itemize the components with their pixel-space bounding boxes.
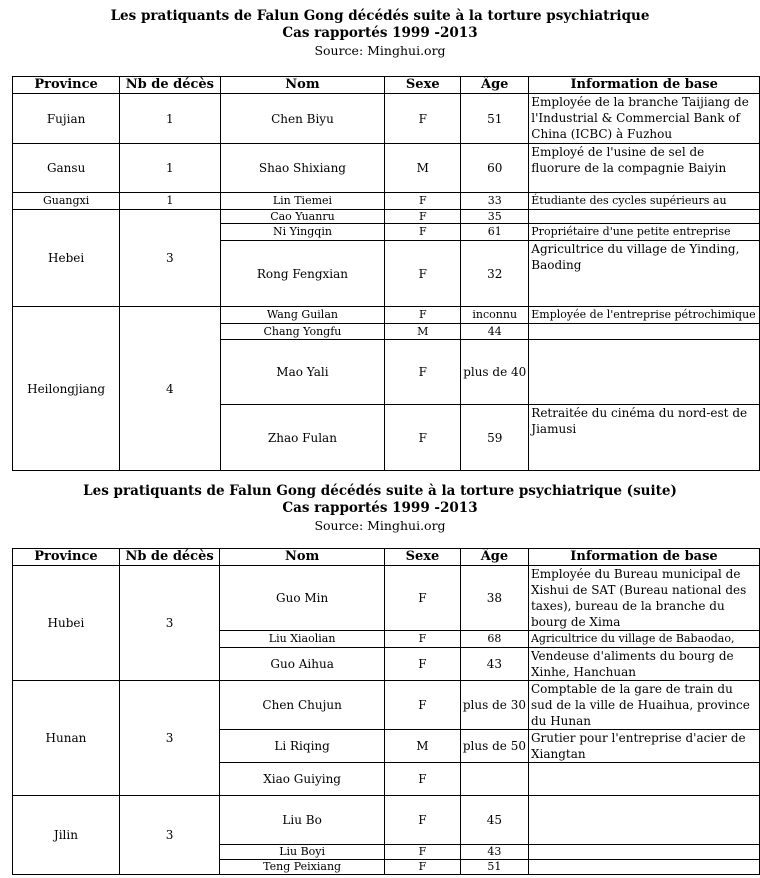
- sex-cell: F: [385, 224, 461, 241]
- heading-section-1: [0, 8, 760, 59]
- col-header-province: Province: [13, 549, 120, 566]
- deaths-cell: 3: [119, 796, 219, 875]
- province-cell: Hubei: [13, 566, 120, 681]
- sex-cell: F: [385, 340, 461, 405]
- name-cell: Lin Tiemei: [220, 193, 385, 210]
- name-cell: Guo Min: [220, 566, 385, 631]
- name-cell: Mao Yali: [220, 340, 385, 405]
- title-2: Les pratiquants de Falun Gong décédés suite à la torture psychiatrique (suite): [83, 483, 677, 499]
- table-2: [12, 548, 760, 875]
- age-cell: 43: [460, 648, 528, 681]
- age-cell: 45: [460, 796, 528, 845]
- province-cell: Hunan: [13, 681, 120, 796]
- age-cell: 32: [461, 241, 529, 307]
- age-cell: plus de 40: [461, 340, 529, 405]
- name-cell: Li Riqing: [220, 730, 385, 763]
- name-cell: Teng Peixiang: [220, 860, 385, 875]
- province-cell: Heilongjiang: [13, 307, 120, 471]
- info-cell: [528, 860, 759, 875]
- sex-cell: F: [385, 307, 461, 324]
- sex-cell: F: [385, 94, 461, 144]
- sex-cell: F: [384, 845, 460, 860]
- info-cell: Retraitée du cinéma du nord-est de Jiamusi: [529, 405, 760, 471]
- table-row: [13, 307, 760, 324]
- name-cell: Cao Yuanru: [220, 210, 385, 224]
- info-cell: Étudiante des cycles supérieurs au: [529, 193, 760, 210]
- name-cell: Chen Chujun: [220, 681, 385, 730]
- age-cell: plus de 30: [460, 681, 528, 730]
- info-cell: Propriétaire d'une petite entreprise: [529, 224, 760, 241]
- subtitle-1: Cas rapportés 1999 -2013: [282, 25, 478, 41]
- name-cell: Liu Boyi: [220, 845, 385, 860]
- sex-cell: M: [384, 730, 460, 763]
- info-cell: [528, 763, 759, 796]
- table-row: [13, 566, 760, 631]
- name-cell: Liu Xiaolian: [220, 631, 385, 648]
- name-cell: Guo Aihua: [220, 648, 385, 681]
- col-header-province: Province: [13, 77, 120, 94]
- sex-cell: F: [384, 681, 460, 730]
- col-header-age: Âge: [461, 77, 529, 94]
- info-cell: [529, 340, 760, 405]
- info-cell: Agricultrice du village de Yinding, Baoding: [529, 241, 760, 307]
- province-cell: Guangxi: [13, 193, 120, 210]
- info-cell: Grutier pour l'entreprise d'acier de Xiangtan: [528, 730, 759, 763]
- sex-cell: F: [385, 210, 461, 224]
- col-header-sex: Sexe: [385, 77, 461, 94]
- deaths-cell: 1: [120, 193, 220, 210]
- heading-section-2: [0, 483, 760, 534]
- table-row: [13, 94, 760, 144]
- deaths-cell: 3: [119, 681, 219, 796]
- age-cell: plus de 50: [460, 730, 528, 763]
- sex-cell: F: [385, 193, 461, 210]
- sex-cell: M: [385, 144, 461, 193]
- sex-cell: F: [384, 566, 460, 631]
- age-cell: 44: [461, 324, 529, 340]
- name-cell: Xiao Guiying: [220, 763, 385, 796]
- table-header-row: [13, 77, 760, 94]
- info-cell: Employé de l'usine de sel de fluorure de la compagnie Baiyin: [529, 144, 760, 193]
- deaths-cell: 3: [119, 566, 219, 681]
- name-cell: Zhao Fulan: [220, 405, 385, 471]
- col-header-deaths: Nb de décès: [120, 77, 220, 94]
- title-1: Les pratiquants de Falun Gong décédés suite à la torture psychiatrique: [110, 8, 650, 24]
- province-cell: Hebei: [13, 210, 120, 307]
- col-header-age: Âge: [460, 549, 528, 566]
- age-cell: 38: [460, 566, 528, 631]
- col-header-name: Nom: [220, 549, 385, 566]
- deaths-cell: 4: [120, 307, 220, 471]
- age-cell: 35: [461, 210, 529, 224]
- age-cell: 68: [460, 631, 528, 648]
- table-row: [13, 796, 760, 845]
- sex-cell: F: [385, 241, 461, 307]
- sex-cell: M: [385, 324, 461, 340]
- col-header-deaths: Nb de décès: [119, 549, 219, 566]
- info-cell: Agricultrice du village de Babaodao,: [528, 631, 759, 648]
- info-cell: Vendeuse d'aliments du bourg de Xinhe, Hanchuan: [528, 648, 759, 681]
- deaths-cell: 1: [120, 94, 220, 144]
- table-1: [12, 76, 760, 471]
- info-cell: Comptable de la gare de train du sud de la ville de Huaihua, province du Hunan: [528, 681, 759, 730]
- col-header-name: Nom: [220, 77, 385, 94]
- age-cell: [460, 763, 528, 796]
- age-cell: 61: [461, 224, 529, 241]
- age-cell: 43: [460, 845, 528, 860]
- age-cell: inconnu: [461, 307, 529, 324]
- province-cell: Fujian: [13, 94, 120, 144]
- col-header-sex: Sexe: [384, 549, 460, 566]
- col-header-info: Information de base: [529, 77, 760, 94]
- table-header-row: [13, 549, 760, 566]
- deaths-cell: 3: [120, 210, 220, 307]
- info-cell: [528, 796, 759, 845]
- deaths-cell: 1: [120, 144, 220, 193]
- table-row: [13, 193, 760, 210]
- sex-cell: F: [384, 631, 460, 648]
- info-cell: Employée de l'entreprise pétrochimique: [529, 307, 760, 324]
- source-1: Source: Minghui.org: [314, 43, 446, 58]
- province-cell: Jilin: [13, 796, 120, 875]
- province-cell: Gansu: [13, 144, 120, 193]
- name-cell: Rong Fengxian: [220, 241, 385, 307]
- age-cell: 33: [461, 193, 529, 210]
- sex-cell: F: [384, 648, 460, 681]
- info-cell: Employée du Bureau municipal de Xishui de SAT (Bureau national des taxes), bureau de la branche du bourg de Xima: [528, 566, 759, 631]
- sex-cell: F: [384, 796, 460, 845]
- name-cell: Chang Yongfu: [220, 324, 385, 340]
- name-cell: Ni Yingqin: [220, 224, 385, 241]
- name-cell: Chen Biyu: [220, 94, 385, 144]
- table-row: [13, 681, 760, 730]
- name-cell: Liu Bo: [220, 796, 385, 845]
- table-row: [13, 210, 760, 224]
- info-cell: [529, 210, 760, 224]
- subtitle-2: Cas rapportés 1999 -2013: [282, 500, 478, 516]
- age-cell: 51: [461, 94, 529, 144]
- table-row: [13, 144, 760, 193]
- sex-cell: F: [385, 405, 461, 471]
- name-cell: Shao Shixiang: [220, 144, 385, 193]
- source-2: Source: Minghui.org: [314, 518, 446, 533]
- age-cell: 59: [461, 405, 529, 471]
- sex-cell: F: [384, 860, 460, 875]
- name-cell: Wang Guilan: [220, 307, 385, 324]
- age-cell: 51: [460, 860, 528, 875]
- col-header-info: Information de base: [528, 549, 759, 566]
- info-cell: Employée de la branche Taijiang de l'Industrial & Commercial Bank of China (ICBC) à Fuzhou: [529, 94, 760, 144]
- info-cell: [529, 324, 760, 340]
- info-cell: [528, 845, 759, 860]
- sex-cell: F: [384, 763, 460, 796]
- age-cell: 60: [461, 144, 529, 193]
